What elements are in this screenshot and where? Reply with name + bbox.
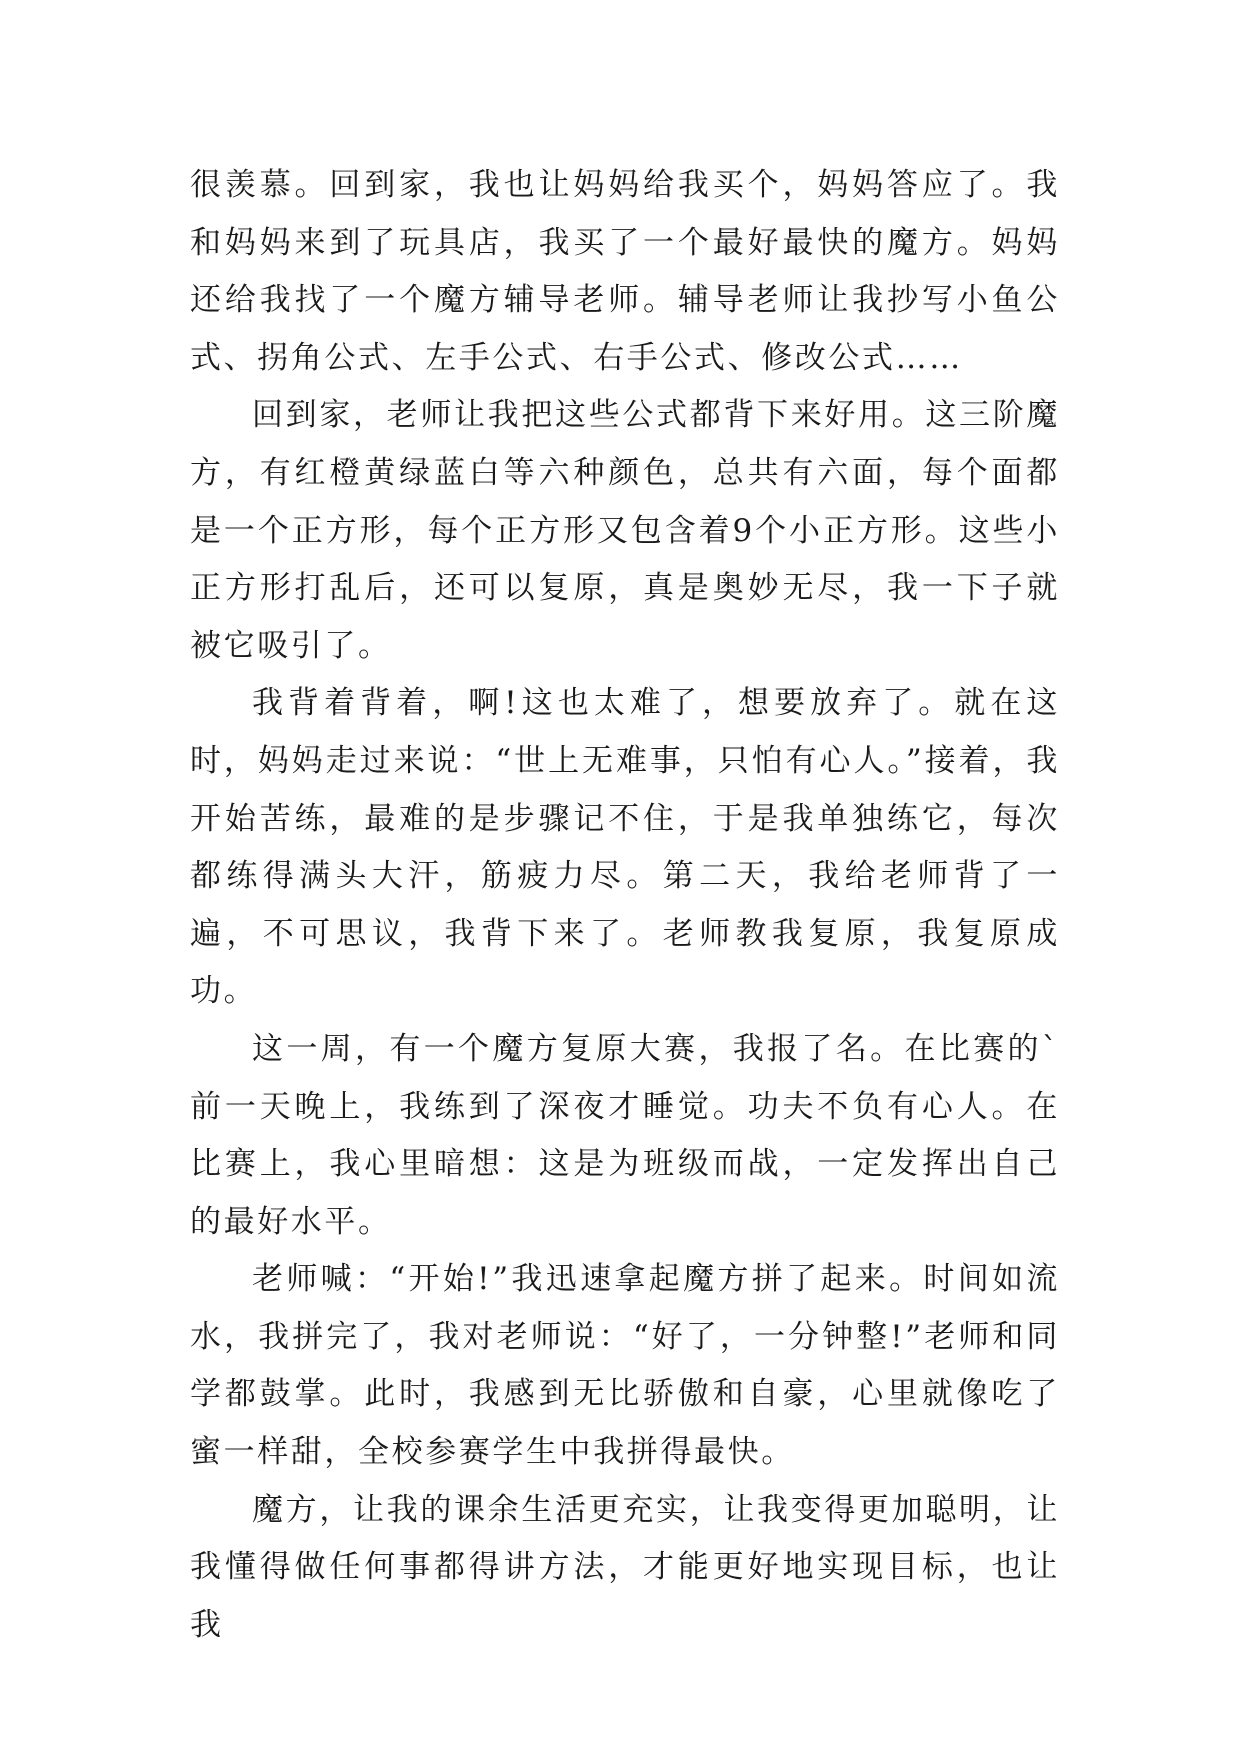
paragraph-6: 魔方，让我的课余生活更充实，让我变得更加聪明，让我懂得做任何事都得讲方法，才能更好地实现目标，也让我 bbox=[190, 1491, 1060, 1643]
document-body bbox=[190, 157, 1060, 1654]
paragraph-5: 老师喊：“开始!”我迅速拿起魔方拼了起来。时间如流水，我拼完了，我对老师说：“好了，一分钟整!”老师和同学都鼓掌。此时，我感到无比骄傲和自豪，心里就像吃了蜜一样甜，全校参赛学生中我拼得最快。 bbox=[190, 1261, 1060, 1471]
paragraph-1: 很羡慕。回到家，我也让妈妈给我买个，妈妈答应了。我和妈妈来到了玩具店，我买了一个最好最快的魔方。妈妈还给我找了一个魔方辅导老师。辅导老师让我抄写小鱼公式、拐角公式、左手公式、右手公式、修改公式…… bbox=[190, 167, 1060, 376]
paragraph-4: 这一周，有一个魔方复原大赛，我报了名。在比赛的`前一天晚上，我练到了深夜才睡觉。功夫不负有心人。在比赛上，我心里暗想：这是为班级而战，一定发挥出自己的最好水平。 bbox=[190, 1030, 1060, 1240]
paragraph-2: 回到家，老师让我把这些公式都背下来好用。这三阶魔方，有红橙黄绿蓝白等六种颜色，总共有六面，每个面都是一个正方形，每个正方形又包含着9个小正方形。这些小正方形打乱后，还可以复原，真是奥妙无尽，我一下子就被它吸引了。 bbox=[190, 397, 1060, 664]
paragraph-3: 我背着背着，啊!这也太难了，想要放弃了。就在这时，妈妈走过来说：“世上无难事，只怕有心人。”接着，我开始苦练，最难的是步骤记不住，于是我单独练它，每次都练得满头大汗，筋疲力尽。第二天，我给老师背了一遍，不可思议，我背下来了。老师教我复原，我复原成功。 bbox=[190, 685, 1060, 1010]
